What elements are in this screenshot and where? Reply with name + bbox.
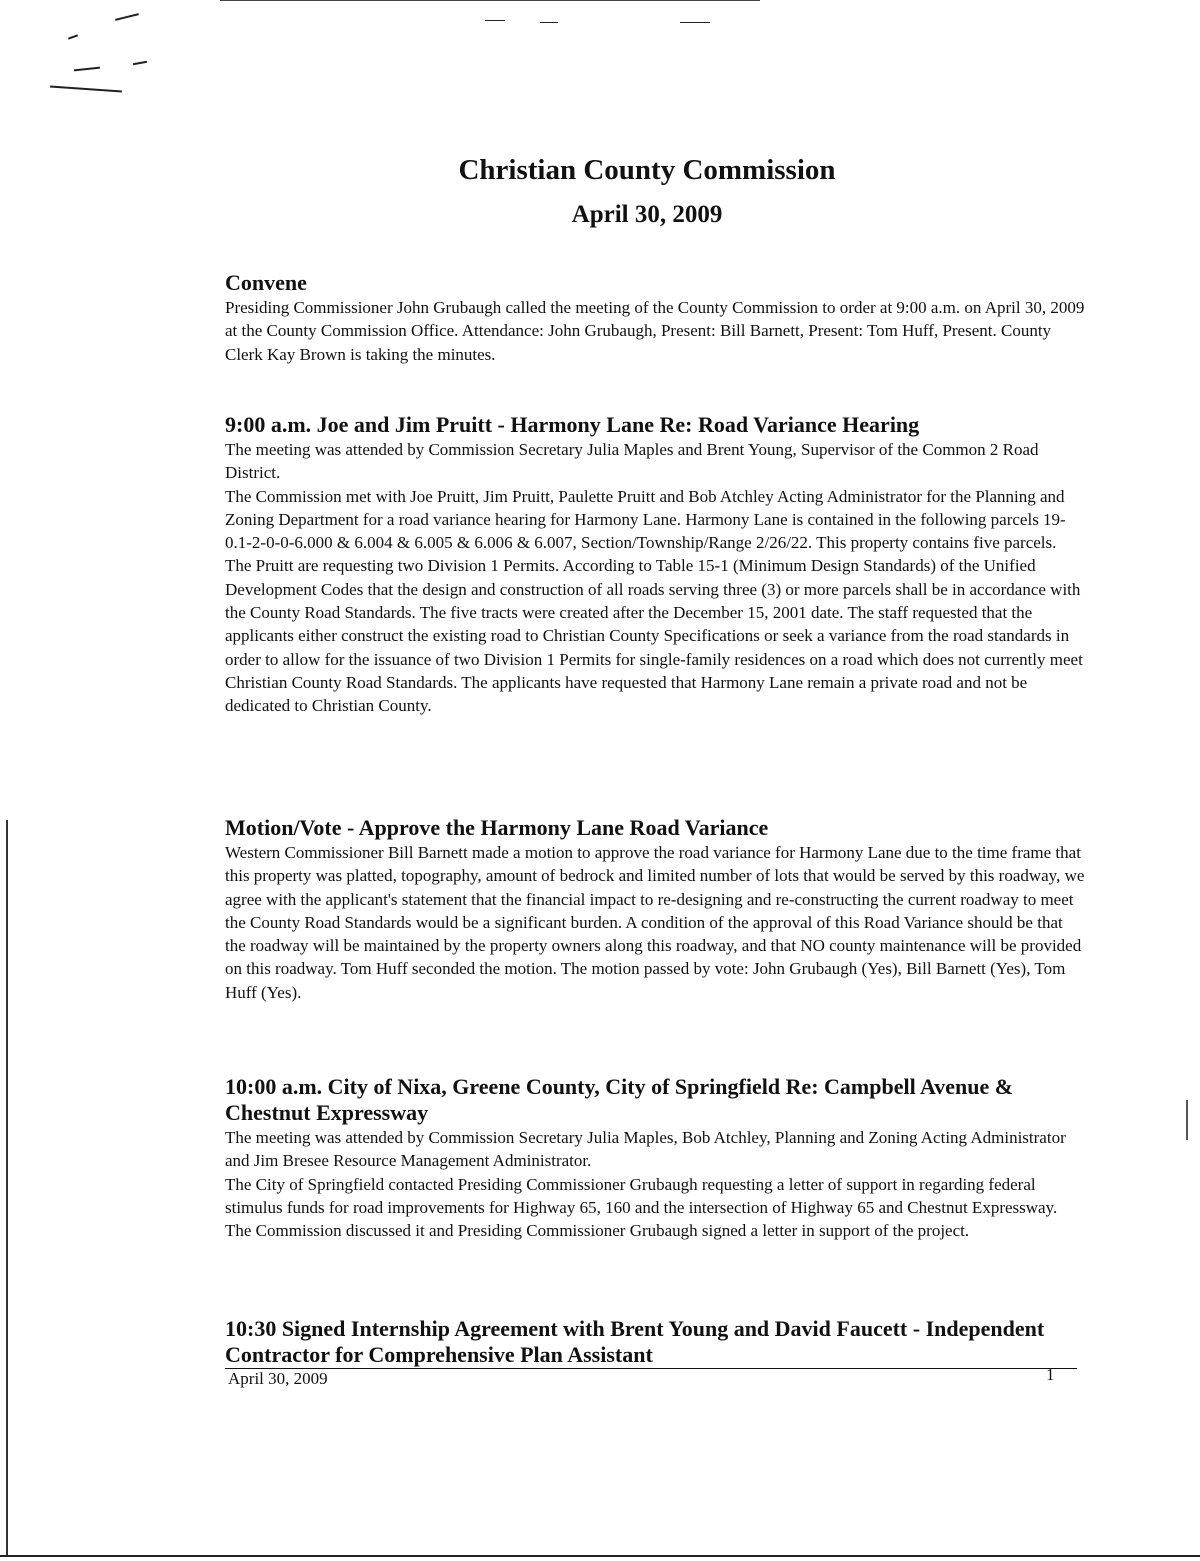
scan-artifact (485, 20, 505, 21)
scan-artifact (133, 61, 147, 65)
section-paragraph: The meeting was attended by Commission Secretary Julia Maples, Bob Atchley, Planning and Zoning Acting Administrator and Jim Bresee Resource Management Administrator. (225, 1128, 1066, 1171)
section-heading: 10:00 a.m. City of Nixa, Greene County, City of Springfield Re: Campbell Avenue & Chestnut Expressway (225, 1074, 1014, 1125)
section-heading: 10:30 Signed Internship Agreement with Brent Young and David Faucett - Independent Contractor for Comprehensive Plan Assistant (225, 1316, 1045, 1367)
scan-artifact (50, 85, 122, 92)
scan-bottom-edge (0, 1555, 1200, 1557)
section-heading: Motion/Vote - Approve the Harmony Lane Road Variance (225, 815, 769, 840)
section-convene (225, 270, 1085, 366)
document-date: April 30, 2009 (571, 201, 723, 228)
section-nixa-springfield (225, 1074, 1085, 1242)
scan-artifact (68, 34, 78, 39)
scan-artifact (74, 67, 100, 72)
page-number: 1 (1046, 1365, 1055, 1384)
section-heading: Convene (225, 270, 307, 295)
scan-left-edge (6, 820, 8, 1555)
section-heading: 9:00 a.m. Joe and Jim Pruitt - Harmony Lane Re: Road Variance Hearing (225, 412, 920, 437)
scan-artifact (540, 22, 558, 23)
section-paragraph: The meeting was attended by Commission Secretary Julia Maples and Brent Young, Supervisor of the Common 2 Road District. (225, 440, 1039, 483)
section-paragraph: Western Commissioner Bill Barnett made a motion to approve the road variance for Harmony Lane due to the time frame that this property was platted, topography, amount of bedrock and limited number of lots that would be served by this roadway, we agree with the applicant's statement that the financial impact to re-designing and re-constructing the current roadway to meet the County Road Standards would be a significant burden. A condition of the approval of this Road Variance should be that the roadway will be maintained by the property owners along this roadway, and that NO county maintenance will be provided on this roadway. Tom Huff seconded the motion. The motion passed by vote: John Grubaugh (Yes), Bill Barnett (Yes), Tom Huff (Yes). (225, 843, 1085, 1002)
scan-artifact (680, 22, 710, 23)
section-internship (225, 1316, 1085, 1368)
scan-right-mark (1186, 1100, 1188, 1140)
section-paragraph: Presiding Commissioner John Grubaugh called the meeting of the County Commission to order at 9:00 a.m. on April 30, 2009 at the County Commission Office. Attendance: John Grubaugh, Present: Bill Barnett, Present: Tom Huff, Present. County Clerk Kay Brown is taking the minutes. (225, 298, 1085, 364)
section-paragraph: The Commission met with Joe Pruitt, Jim Pruitt, Paulette Pruitt and Bob Atchley Acting Administrator for the Planning and Zoning Department for a road variance hearing for Harmony Lane. Harmony Lane is contained in the following parcels 19-0.1-2-0-0-6.000 & 6.004 & 6.005 & 6.006 & 6.007, Section/Township/Range 2/26/22. This property contains five parcels. The Pruitt are requesting two Division 1 Permits. According to Table 15-1 (Minimum Design Standards) of the Unified Development Codes that the design and construction of all roads serving three (3) or more parcels shall be in accordance with the County Road Standards. The five tracts were created after the December 15, 2001 date. The staff requested that the applicants either construct the existing road to Christian County Specifications or seek a variance from the road standards in order to allow for the issuance of two Division 1 Permits for single-family residences on a road which does not currently meet Christian County Road Standards. The applicants have requested that Harmony Lane remain a private road and not be dedicated to Christian County. (225, 486, 1083, 716)
scan-top-edge (220, 0, 760, 1)
section-pruitt-hearing (225, 412, 1085, 718)
footer-divider (225, 1368, 1077, 1369)
section-motion-vote (225, 815, 1085, 1004)
footer-date: April 30, 2009 (228, 1369, 328, 1388)
document-title: Christian County Commission (458, 154, 836, 186)
scan-artifact (115, 13, 139, 21)
section-paragraph: The City of Springfield contacted Presiding Commissioner Grubaugh requesting a letter of support in regarding federal stimulus funds for road improvements for Highway 65, 160 and the intersection of Highway 65 and Chestnut Expressway. The Commission discussed it and Presiding Commissioner Grubaugh signed a letter in support of the project. (225, 1174, 1058, 1241)
